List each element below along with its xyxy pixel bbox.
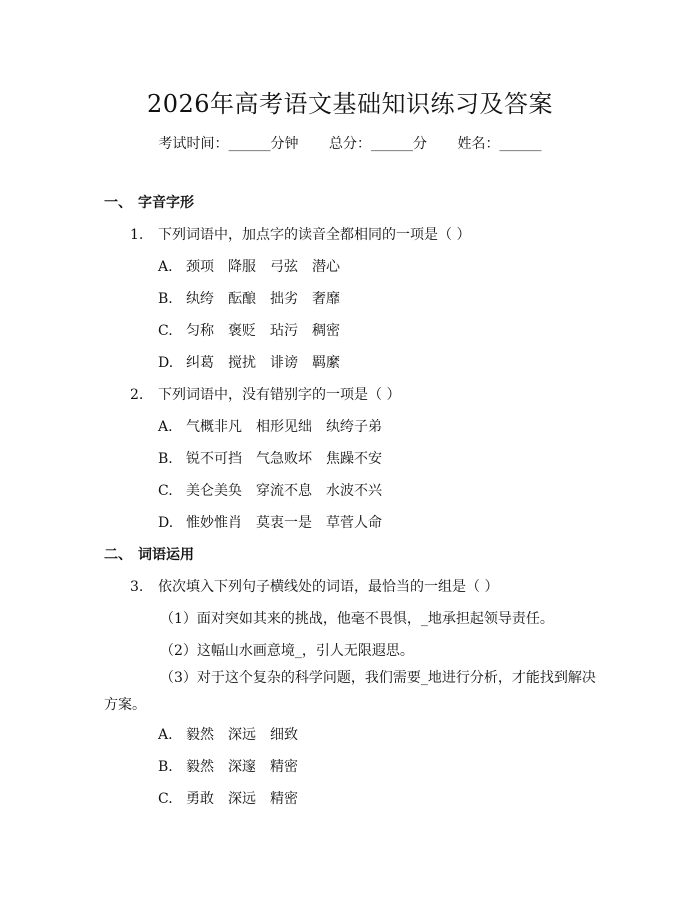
option-word: 锐不可挡 bbox=[186, 451, 242, 467]
time-blank: ______ bbox=[228, 136, 271, 152]
option-word: 莫衷一是 bbox=[256, 515, 312, 531]
option-word: 相形见绌 bbox=[256, 419, 312, 435]
sentence-3: （3）对于这个复杂的科学问题，我们需要_地进行分析，才能找到解决方案。 bbox=[104, 670, 596, 713]
name-label: 姓名： bbox=[457, 136, 500, 152]
option-word: 勇敢 bbox=[186, 791, 214, 807]
option-a bbox=[158, 256, 354, 276]
option-word: 纠葛 bbox=[186, 355, 214, 371]
question-text: 下列词语中，加点字的读音全都相同的一项是（ ） bbox=[158, 227, 471, 243]
option-word: 拙劣 bbox=[270, 291, 298, 307]
question-number: 1. bbox=[130, 227, 144, 243]
option-b bbox=[158, 756, 312, 776]
option-letter: D. bbox=[158, 515, 174, 531]
section-number: 一、 bbox=[104, 195, 132, 211]
option-letter: B. bbox=[158, 451, 173, 467]
exam-info-line bbox=[0, 133, 700, 153]
option-word: 惟妙惟肖 bbox=[186, 515, 242, 531]
option-letter: C. bbox=[158, 323, 173, 339]
option-word: 焦躁不安 bbox=[326, 451, 382, 467]
option-d bbox=[158, 352, 354, 372]
page-title: 2026年高考语文基础知识练习及答案 bbox=[146, 90, 554, 118]
option-word: 颈项 bbox=[186, 259, 214, 275]
option-letter: B. bbox=[158, 759, 173, 775]
option-letter: C. bbox=[158, 791, 173, 807]
sentence-2: （2）这幅山水画意境_，引人无限遐思。 bbox=[160, 643, 414, 659]
option-word: 美仑美奂 bbox=[186, 483, 242, 499]
question-1 bbox=[130, 224, 470, 244]
score-label: 总分： bbox=[329, 136, 371, 152]
option-word: 稠密 bbox=[312, 323, 340, 339]
option-word: 精密 bbox=[270, 759, 298, 775]
option-word: 降服 bbox=[228, 259, 256, 275]
option-word: 穿流不息 bbox=[256, 483, 312, 499]
option-word: 水波不兴 bbox=[326, 483, 382, 499]
option-word: 搅扰 bbox=[228, 355, 256, 371]
question-2 bbox=[130, 384, 400, 404]
option-word: 酝酿 bbox=[228, 291, 256, 307]
time-label: 考试时间： bbox=[158, 136, 229, 152]
question-text: 下列词语中，没有错别字的一项是（ ） bbox=[158, 387, 401, 403]
option-word: 奢靡 bbox=[312, 291, 340, 307]
option-word: 羁縻 bbox=[312, 355, 340, 371]
option-letter: C. bbox=[158, 483, 173, 499]
score-unit: 分 bbox=[413, 136, 427, 152]
option-word: 深远 bbox=[228, 727, 256, 743]
option-b bbox=[158, 448, 396, 468]
question-text: 依次填入下列句子横线处的词语，最恰当的一组是（ ） bbox=[158, 579, 499, 595]
option-a bbox=[158, 416, 396, 436]
option-c bbox=[158, 320, 354, 340]
question-number: 2. bbox=[130, 387, 144, 403]
option-letter: A. bbox=[158, 727, 173, 743]
option-c bbox=[158, 480, 396, 500]
option-word: 草菅人命 bbox=[326, 515, 382, 531]
option-letter: A. bbox=[158, 259, 173, 275]
option-word: 毅然 bbox=[186, 759, 214, 775]
question-3 bbox=[130, 576, 498, 596]
option-word: 匀称 bbox=[186, 323, 214, 339]
option-b bbox=[158, 288, 354, 308]
option-a bbox=[158, 724, 312, 744]
time-unit: 分钟 bbox=[270, 136, 299, 152]
option-word: 纨绔 bbox=[186, 291, 214, 307]
option-d bbox=[158, 512, 396, 532]
section-title: 字音字形 bbox=[138, 195, 194, 211]
sentence-1: （1）面对突如其来的挑战，他毫不畏惧，_地承担起领导责任。 bbox=[160, 611, 554, 627]
option-word: 纨绔子弟 bbox=[326, 419, 382, 435]
option-word: 深远 bbox=[228, 791, 256, 807]
option-letter: A. bbox=[158, 419, 173, 435]
section-heading bbox=[104, 544, 194, 564]
option-word: 毅然 bbox=[186, 727, 214, 743]
section-number: 二、 bbox=[104, 547, 132, 563]
option-word: 潜心 bbox=[312, 259, 340, 275]
option-word: 褒贬 bbox=[228, 323, 256, 339]
name-blank: ______ bbox=[499, 136, 542, 152]
option-word: 气概非凡 bbox=[186, 419, 242, 435]
option-word: 玷污 bbox=[270, 323, 298, 339]
option-word: 气急败坏 bbox=[256, 451, 312, 467]
option-word: 诽谤 bbox=[270, 355, 298, 371]
section-heading bbox=[104, 192, 194, 212]
option-word: 深邃 bbox=[228, 759, 256, 775]
option-word: 弓弦 bbox=[270, 259, 298, 275]
option-c bbox=[158, 788, 312, 808]
section-title: 词语运用 bbox=[138, 547, 194, 563]
question-number: 3. bbox=[130, 579, 144, 595]
option-letter: B. bbox=[158, 291, 173, 307]
option-word: 精密 bbox=[270, 791, 298, 807]
option-letter: D. bbox=[158, 355, 174, 371]
option-word: 细致 bbox=[270, 727, 298, 743]
score-blank: ______ bbox=[371, 136, 413, 152]
